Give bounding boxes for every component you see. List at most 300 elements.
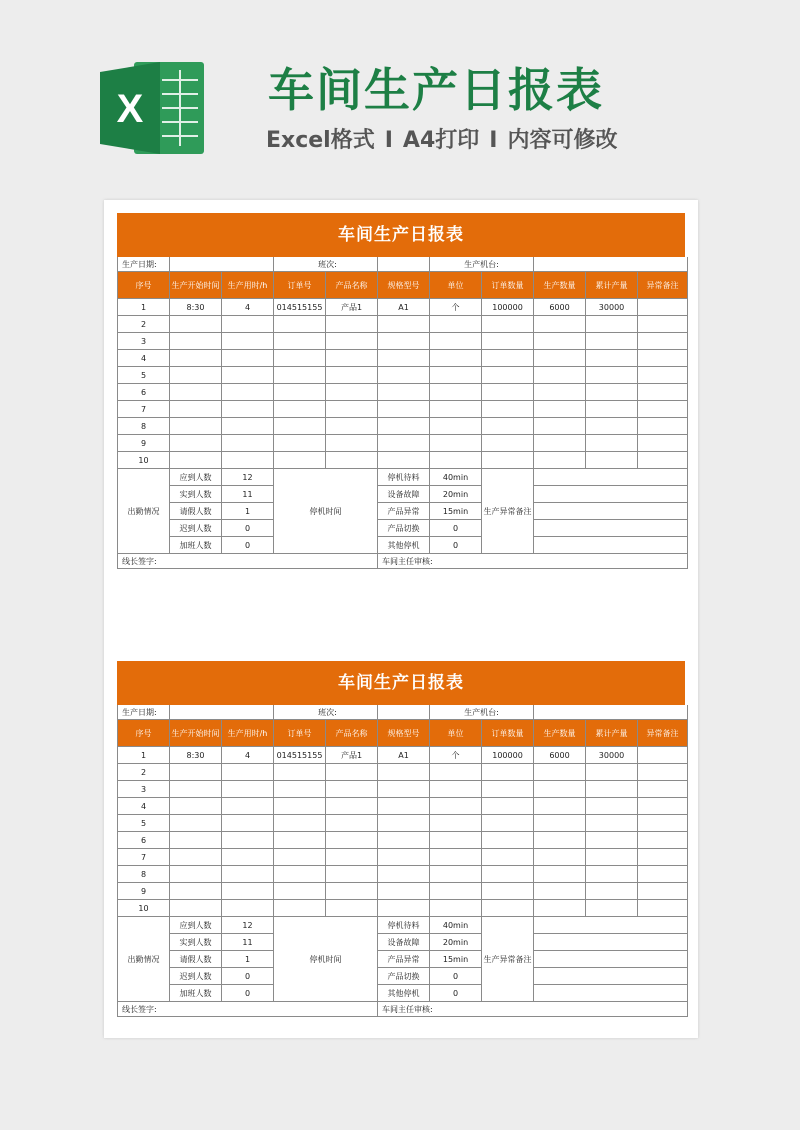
table-row [118,747,688,764]
table-cell[interactable] [274,866,326,883]
table-cell[interactable] [586,832,638,849]
exception-note-cell[interactable] [534,486,688,503]
attendance-item-value[interactable]: 0 [222,985,274,1002]
table-cell[interactable] [378,798,430,815]
table-cell[interactable] [586,452,638,469]
column-header: 规格型号 [378,272,430,299]
table-cell[interactable] [326,764,378,781]
table-cell[interactable]: 个 [430,747,482,764]
table-cell[interactable] [534,452,586,469]
table-cell[interactable] [482,815,534,832]
table-cell[interactable] [482,367,534,384]
table-cell[interactable] [586,418,638,435]
table-cell[interactable] [430,316,482,333]
table-cell[interactable] [378,401,430,418]
attendance-item-value[interactable]: 11 [222,934,274,951]
table-cell[interactable] [222,367,274,384]
table-cell[interactable] [430,815,482,832]
table-cell[interactable] [170,401,222,418]
table-cell[interactable] [430,384,482,401]
table-cell[interactable] [170,866,222,883]
table-cell[interactable] [170,316,222,333]
table-cell[interactable] [482,883,534,900]
table-cell[interactable] [274,849,326,866]
table-row [118,333,688,350]
table-cell[interactable] [326,401,378,418]
table-cell[interactable] [222,883,274,900]
attendance-item-value[interactable]: 1 [222,503,274,520]
table-cell[interactable] [430,367,482,384]
table-cell[interactable] [534,316,586,333]
table-cell[interactable] [222,900,274,917]
table-cell[interactable] [170,798,222,815]
table-cell[interactable] [638,883,688,900]
director-review-label: 车间主任审核: [378,554,688,569]
table-cell[interactable] [482,350,534,367]
exception-label: 生产异常备注 [482,917,534,1002]
table-cell[interactable] [274,798,326,815]
table-cell[interactable] [170,900,222,917]
table-cell[interactable] [638,798,688,815]
table-cell[interactable] [586,900,638,917]
table-cell[interactable] [274,883,326,900]
table-cell[interactable] [170,781,222,798]
table-cell[interactable] [170,350,222,367]
downtime-item-name: 其他停机 [378,537,430,554]
table-cell[interactable] [378,333,430,350]
table-cell[interactable] [586,883,638,900]
downtime-item-value[interactable]: 0 [430,520,482,537]
table-cell[interactable] [222,866,274,883]
table-cell[interactable] [430,452,482,469]
row-number: 10 [118,900,170,917]
table-cell[interactable] [534,815,586,832]
table-cell[interactable] [222,418,274,435]
table-cell[interactable] [638,832,688,849]
table-cell[interactable]: 100000 [482,299,534,316]
row-number: 2 [118,316,170,333]
table-cell[interactable] [326,883,378,900]
table-cell[interactable] [586,764,638,781]
exception-note-cell[interactable] [534,537,688,554]
table-cell[interactable] [586,333,638,350]
attendance-item-value[interactable]: 1 [222,951,274,968]
row-number: 3 [118,781,170,798]
downtime-item-value[interactable]: 0 [430,985,482,1002]
attendance-item-value[interactable]: 0 [222,520,274,537]
subtitle-format: Excel格式 [266,128,375,153]
downtime-item-value[interactable]: 0 [430,537,482,554]
table-cell[interactable] [170,832,222,849]
table-cell[interactable] [222,316,274,333]
attendance-item-value[interactable]: 11 [222,486,274,503]
summary-row [118,537,688,554]
table-cell[interactable] [482,832,534,849]
table-cell[interactable] [326,350,378,367]
table-cell[interactable] [170,764,222,781]
table-cell[interactable]: 8:30 [170,299,222,316]
table-cell[interactable] [638,435,688,452]
table-cell[interactable] [534,418,586,435]
table-cell[interactable] [638,316,688,333]
table-cell[interactable]: 6000 [534,299,586,316]
table-cell[interactable] [378,435,430,452]
table-cell[interactable] [274,401,326,418]
downtime-item-name: 设备故障 [378,934,430,951]
table-cell[interactable] [534,350,586,367]
summary-row [118,968,688,985]
table-cell[interactable] [378,764,430,781]
table-cell[interactable] [222,333,274,350]
table-cell[interactable]: 30000 [586,747,638,764]
table-cell[interactable] [274,316,326,333]
downtime-item-name: 产品切换 [378,968,430,985]
table-cell[interactable] [274,350,326,367]
table-cell[interactable] [482,333,534,350]
table-cell[interactable]: 6000 [534,747,586,764]
table-cell[interactable] [534,333,586,350]
report-table [117,705,688,1017]
table-cell[interactable] [222,849,274,866]
table-cell[interactable] [534,781,586,798]
column-header: 订单号 [274,720,326,747]
downtime-item-value[interactable]: 15min [430,503,482,520]
table-cell[interactable]: 产品1 [326,299,378,316]
table-cell[interactable] [326,832,378,849]
table-cell[interactable] [482,384,534,401]
attendance-item-name: 实到人数 [170,486,222,503]
table-cell[interactable]: 1 [118,299,170,316]
table-cell[interactable] [430,333,482,350]
table-cell[interactable] [586,781,638,798]
table-cell[interactable] [482,900,534,917]
table-cell[interactable] [274,333,326,350]
table-cell[interactable] [326,900,378,917]
table-cell[interactable] [638,815,688,832]
downtime-item-value[interactable]: 0 [430,968,482,985]
attendance-item-value[interactable]: 0 [222,968,274,985]
table-cell[interactable] [482,764,534,781]
table-row [118,815,688,832]
table-cell[interactable] [222,435,274,452]
table-cell[interactable] [378,849,430,866]
table-cell[interactable] [170,435,222,452]
table-cell[interactable] [534,832,586,849]
table-cell[interactable] [534,367,586,384]
row-number: 4 [118,350,170,367]
table-cell[interactable] [378,384,430,401]
table-cell[interactable] [326,333,378,350]
table-cell[interactable] [586,435,638,452]
table-cell[interactable] [534,798,586,815]
attendance-item-value[interactable]: 12 [222,917,274,934]
table-cell[interactable]: 1 [118,747,170,764]
column-header-row [118,720,688,747]
downtime-item-value[interactable]: 20min [430,486,482,503]
table-cell[interactable] [274,418,326,435]
table-cell[interactable] [222,350,274,367]
attendance-item-name: 加班人数 [170,985,222,1002]
page-title: 车间生产日报表 [268,63,604,117]
table-row [118,350,688,367]
date-input-cell[interactable] [170,705,274,720]
row-number: 4 [118,798,170,815]
table-cell[interactable] [430,866,482,883]
table-cell[interactable] [326,435,378,452]
table-cell[interactable] [378,418,430,435]
table-cell[interactable] [638,747,688,764]
table-cell[interactable] [638,401,688,418]
table-cell[interactable] [482,866,534,883]
table-cell[interactable] [638,781,688,798]
table-cell[interactable] [430,781,482,798]
table-cell[interactable] [430,401,482,418]
attendance-item-value[interactable]: 12 [222,469,274,486]
table-cell[interactable] [274,384,326,401]
table-cell[interactable] [638,333,688,350]
exception-note-cell[interactable] [534,917,688,934]
table-cell[interactable] [170,418,222,435]
table-cell[interactable] [482,435,534,452]
leader-signature-label: 线长签字: [118,554,378,569]
table-cell[interactable] [222,815,274,832]
table-cell[interactable] [430,435,482,452]
info-row [118,257,688,272]
table-cell[interactable] [430,350,482,367]
summary-row [118,985,688,1002]
table-cell[interactable] [326,849,378,866]
shift-label: 班次: [274,257,378,272]
table-cell[interactable] [638,866,688,883]
table-cell[interactable] [482,316,534,333]
column-header: 产品名称 [326,720,378,747]
sheet-title: 车间生产日报表 [117,213,685,257]
table-cell[interactable] [326,866,378,883]
table-cell[interactable] [274,452,326,469]
table-cell[interactable] [274,832,326,849]
table-row [118,798,688,815]
table-cell[interactable] [482,401,534,418]
table-cell[interactable] [170,333,222,350]
subtitle-print: A4打印 [402,128,480,153]
table-cell[interactable] [170,883,222,900]
table-cell[interactable] [274,781,326,798]
attendance-item-value[interactable]: 0 [222,537,274,554]
exception-note-cell[interactable] [534,985,688,1002]
column-header: 订单号 [274,272,326,299]
table-cell[interactable]: 8:30 [170,747,222,764]
attendance-item-name: 实到人数 [170,934,222,951]
table-cell[interactable] [482,452,534,469]
table-cell[interactable] [430,418,482,435]
table-cell[interactable] [274,367,326,384]
column-header: 生产开始时间 [170,272,222,299]
table-cell[interactable] [586,401,638,418]
table-cell[interactable] [326,418,378,435]
exception-note-cell[interactable] [534,469,688,486]
page-header [0,0,800,190]
exception-note-cell[interactable] [534,951,688,968]
table-cell[interactable] [534,401,586,418]
excel-logo-icon [100,58,208,158]
table-cell[interactable] [274,435,326,452]
table-cell[interactable] [482,418,534,435]
page-subtitle [266,126,617,156]
table-cell[interactable] [482,798,534,815]
table-cell[interactable]: 产品1 [326,747,378,764]
row-number: 7 [118,401,170,418]
exception-note-cell[interactable] [534,520,688,537]
table-cell[interactable] [378,832,430,849]
table-cell[interactable]: A1 [378,747,430,764]
table-cell[interactable]: 4 [222,747,274,764]
table-row [118,832,688,849]
subtitle-separator: I [489,128,498,153]
table-row [118,316,688,333]
table-cell[interactable] [430,900,482,917]
table-cell[interactable] [326,798,378,815]
table-cell[interactable] [378,350,430,367]
table-cell[interactable] [378,815,430,832]
table-cell[interactable] [170,384,222,401]
table-cell[interactable] [430,883,482,900]
table-cell[interactable] [222,384,274,401]
attendance-item-name: 加班人数 [170,537,222,554]
table-cell[interactable] [586,815,638,832]
table-cell[interactable] [586,316,638,333]
table-cell[interactable] [222,401,274,418]
table-cell[interactable] [378,316,430,333]
table-cell[interactable] [222,452,274,469]
table-cell[interactable] [586,798,638,815]
shift-input-cell[interactable] [378,705,430,720]
row-number: 9 [118,435,170,452]
row-number: 9 [118,883,170,900]
downtime-item-value[interactable]: 15min [430,951,482,968]
attendance-label: 出勤情况 [118,917,170,1002]
downtime-item-value[interactable]: 40min [430,917,482,934]
table-cell[interactable] [222,781,274,798]
table-cell[interactable] [326,384,378,401]
table-cell[interactable] [534,435,586,452]
table-cell[interactable] [274,900,326,917]
table-cell[interactable] [326,367,378,384]
summary-row [118,469,688,486]
table-cell[interactable] [430,764,482,781]
table-cell[interactable] [638,367,688,384]
table-cell[interactable] [326,316,378,333]
table-cell[interactable] [534,866,586,883]
table-cell[interactable] [638,764,688,781]
attendance-label: 出勤情况 [118,469,170,554]
table-cell[interactable] [430,798,482,815]
table-cell[interactable] [170,452,222,469]
table-cell[interactable] [326,815,378,832]
table-cell[interactable] [534,900,586,917]
attendance-item-name: 应到人数 [170,469,222,486]
table-cell[interactable]: 014515155 [274,299,326,316]
table-cell[interactable] [638,849,688,866]
table-cell[interactable] [586,350,638,367]
table-cell[interactable] [638,350,688,367]
table-cell[interactable] [170,849,222,866]
table-cell[interactable] [430,849,482,866]
shift-label: 班次: [274,705,378,720]
exception-note-cell[interactable] [534,503,688,520]
downtime-item-value[interactable]: 40min [430,469,482,486]
table-cell[interactable] [326,781,378,798]
column-header: 生产开始时间 [170,720,222,747]
downtime-item-value[interactable]: 20min [430,934,482,951]
table-cell[interactable] [482,849,534,866]
table-cell[interactable] [326,452,378,469]
table-cell[interactable] [586,367,638,384]
table-cell[interactable]: 30000 [586,299,638,316]
machine-input-cell[interactable] [534,257,688,272]
downtime-item-name: 停机待料 [378,469,430,486]
table-cell[interactable]: 4 [222,299,274,316]
column-header: 产品名称 [326,272,378,299]
director-review-label: 车间主任审核: [378,1002,688,1017]
table-cell[interactable] [586,384,638,401]
table-cell[interactable] [378,452,430,469]
table-cell[interactable] [638,452,688,469]
subtitle-separator: I [384,128,393,153]
table-cell[interactable] [586,849,638,866]
shift-input-cell[interactable] [378,257,430,272]
table-cell[interactable] [378,883,430,900]
table-cell[interactable] [222,764,274,781]
machine-input-cell[interactable] [534,705,688,720]
exception-note-cell[interactable] [534,968,688,985]
table-cell[interactable] [638,299,688,316]
table-cell[interactable] [430,832,482,849]
table-cell[interactable] [378,367,430,384]
table-cell[interactable] [638,384,688,401]
summary-row [118,503,688,520]
table-cell[interactable] [222,832,274,849]
table-cell[interactable] [170,815,222,832]
column-header: 单位 [430,272,482,299]
table-cell[interactable] [638,900,688,917]
table-cell[interactable] [534,849,586,866]
table-cell[interactable]: A1 [378,299,430,316]
table-cell[interactable]: 014515155 [274,747,326,764]
exception-note-cell[interactable] [534,934,688,951]
table-cell[interactable] [534,883,586,900]
row-number: 8 [118,418,170,435]
table-cell[interactable] [378,900,430,917]
info-row [118,705,688,720]
table-cell[interactable]: 100000 [482,747,534,764]
table-row [118,866,688,883]
table-cell[interactable] [170,367,222,384]
downtime-item-name: 停机待料 [378,917,430,934]
table-cell[interactable] [638,418,688,435]
table-cell[interactable] [586,866,638,883]
table-cell[interactable] [378,866,430,883]
row-number: 6 [118,384,170,401]
table-cell[interactable] [274,764,326,781]
table-cell[interactable] [482,781,534,798]
date-input-cell[interactable] [170,257,274,272]
table-cell[interactable] [378,781,430,798]
table-cell[interactable]: 个 [430,299,482,316]
table-cell[interactable] [222,798,274,815]
table-cell[interactable] [534,384,586,401]
table-cell[interactable] [274,815,326,832]
table-cell[interactable] [534,764,586,781]
